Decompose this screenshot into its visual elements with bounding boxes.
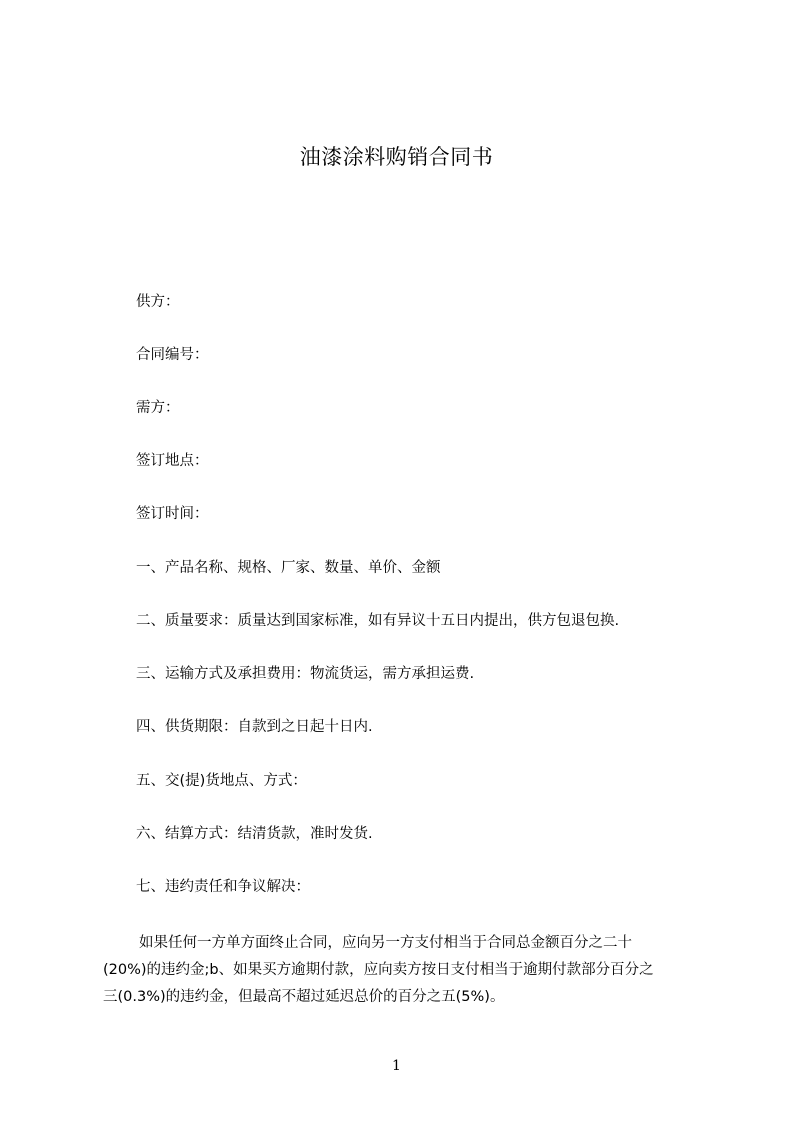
clause-5-delivery-place: 五、交(提)货地点、方式： [136,773,307,789]
clause-2-quality: 二、质量要求：质量达到国家标准，如有异议十五日内提出，供方包退包换. [136,613,620,629]
document-title: 油漆涂料购销合同书 [299,145,494,169]
sign-place-field: 签订地点： [136,453,209,469]
clause-1-product: 一、产品名称、规格、厂家、数量、单价、金额 [136,560,441,576]
paragraph-line: (20%)的违约金;b、如果买方逾期付款，应向卖方按日支付相当于逾期付款部分百分之 [103,962,654,978]
paragraph-line: 如果任何一方单方面终止合同，应向另一方支付相当于合同总金额百分之二十 [139,935,632,951]
clause-7-liability: 七、违约责任和争议解决： [136,879,310,895]
buyer-field: 需方： [136,400,180,416]
liability-paragraph [103,930,698,1011]
contract-number-field: 合同编号： [136,347,209,363]
clause-3-transport: 三、运输方式及承担费用：物流货运，需方承担运费. [136,666,475,682]
supplier-field: 供方： [136,294,180,310]
clause-6-settlement: 六、结算方式：结清货款，准时发货. [136,826,373,842]
page-number: 1 [392,1058,401,1074]
clause-4-delivery-period: 四、供货期限：自款到之日起十日内. [136,719,373,735]
sign-time-field: 签订时间： [136,506,209,522]
paragraph-line: 三(0.3%)的违约金，但最高不超过延迟总价的百分之五(5%)。 [103,989,505,1005]
